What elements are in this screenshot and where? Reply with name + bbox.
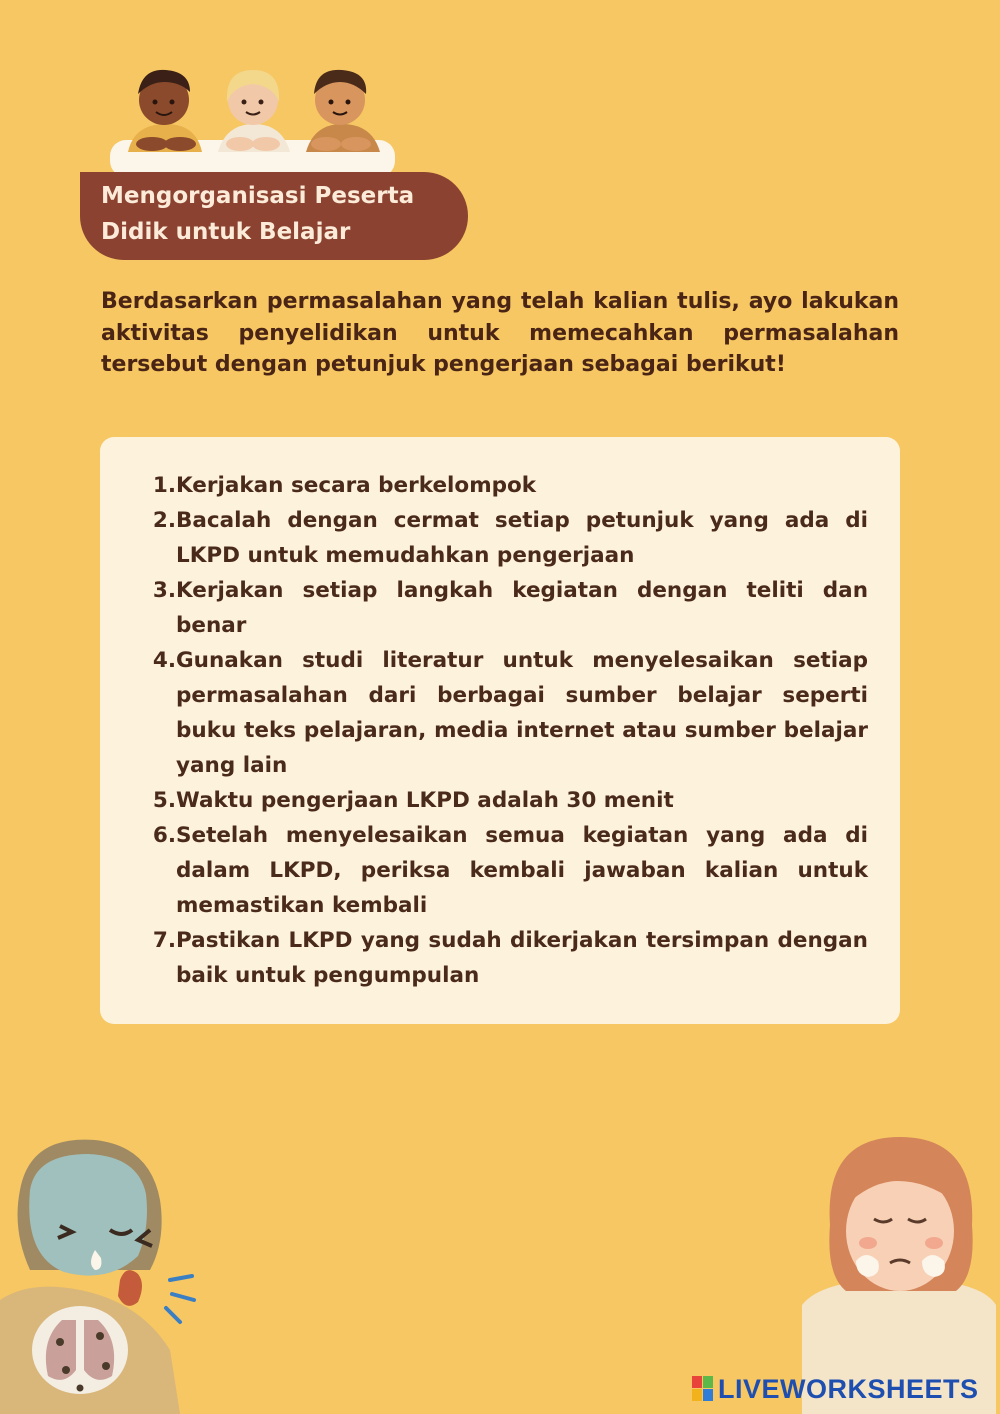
liveworksheets-watermark bbox=[692, 1372, 979, 1406]
list-item-number: 7. bbox=[152, 928, 176, 953]
list-item bbox=[148, 783, 868, 818]
instructions-list bbox=[148, 468, 868, 993]
section-title-line-1: Mengorganisasi Peserta bbox=[101, 183, 415, 209]
list-item bbox=[148, 468, 868, 503]
list-item bbox=[148, 923, 868, 993]
intro-paragraph: Berdasarkan permasalahan yang telah kalian tulis, ayo lakukan aktivitas penyelidikan untuk memecahkan permasalahan tersebut dengan petunjuk pengerjaan sebagai berikut! bbox=[101, 289, 899, 377]
list-item-number: 2. bbox=[152, 508, 176, 533]
section-title bbox=[80, 172, 468, 260]
list-item-text: Kerjakan setiap langkah kegiatan dengan teliti dan benar bbox=[176, 578, 868, 638]
list-item-number: 6. bbox=[152, 823, 176, 848]
list-item-text: Pastikan LKPD yang sudah dikerjakan tersimpan dengan baik untuk pengumpulan bbox=[176, 928, 868, 988]
list-item-text: Kerjakan secara berkelompok bbox=[176, 473, 537, 498]
list-item-text: Bacalah dengan cermat setiap petunjuk yang ada di LKPD untuk memudahkan pengerjaan bbox=[176, 508, 868, 568]
coughing-boy-illustration bbox=[0, 1130, 215, 1414]
list-item-number: 1. bbox=[152, 473, 176, 498]
list-item-number: 3. bbox=[152, 578, 176, 603]
list-item bbox=[148, 818, 868, 923]
section-title-line-2: Didik untuk Belajar bbox=[101, 219, 351, 245]
list-item-number: 5. bbox=[152, 788, 176, 813]
liveworksheets-logo bbox=[692, 1376, 714, 1402]
list-item-text: Gunakan studi literatur untuk menyelesaikan setiap permasalahan dari berbagai sumber belajar seperti buku teks pelajaran, media internet atau sumber belajar yang lain bbox=[176, 648, 868, 778]
list-item bbox=[148, 503, 868, 573]
list-item bbox=[148, 643, 868, 783]
list-item-text: Setelah menyelesaikan semua kegiatan yang ada di dalam LKPD, periksa kembali jawaban kalian untuk memastikan kembali bbox=[176, 823, 868, 918]
list-item bbox=[148, 573, 868, 643]
list-item-number: 4. bbox=[152, 648, 176, 673]
list-item-text: Waktu pengerjaan LKPD adalah 30 menit bbox=[176, 788, 674, 813]
three-children-illustration bbox=[110, 62, 395, 177]
brand-text: LIVEWORKSHEETS bbox=[718, 1373, 979, 1404]
